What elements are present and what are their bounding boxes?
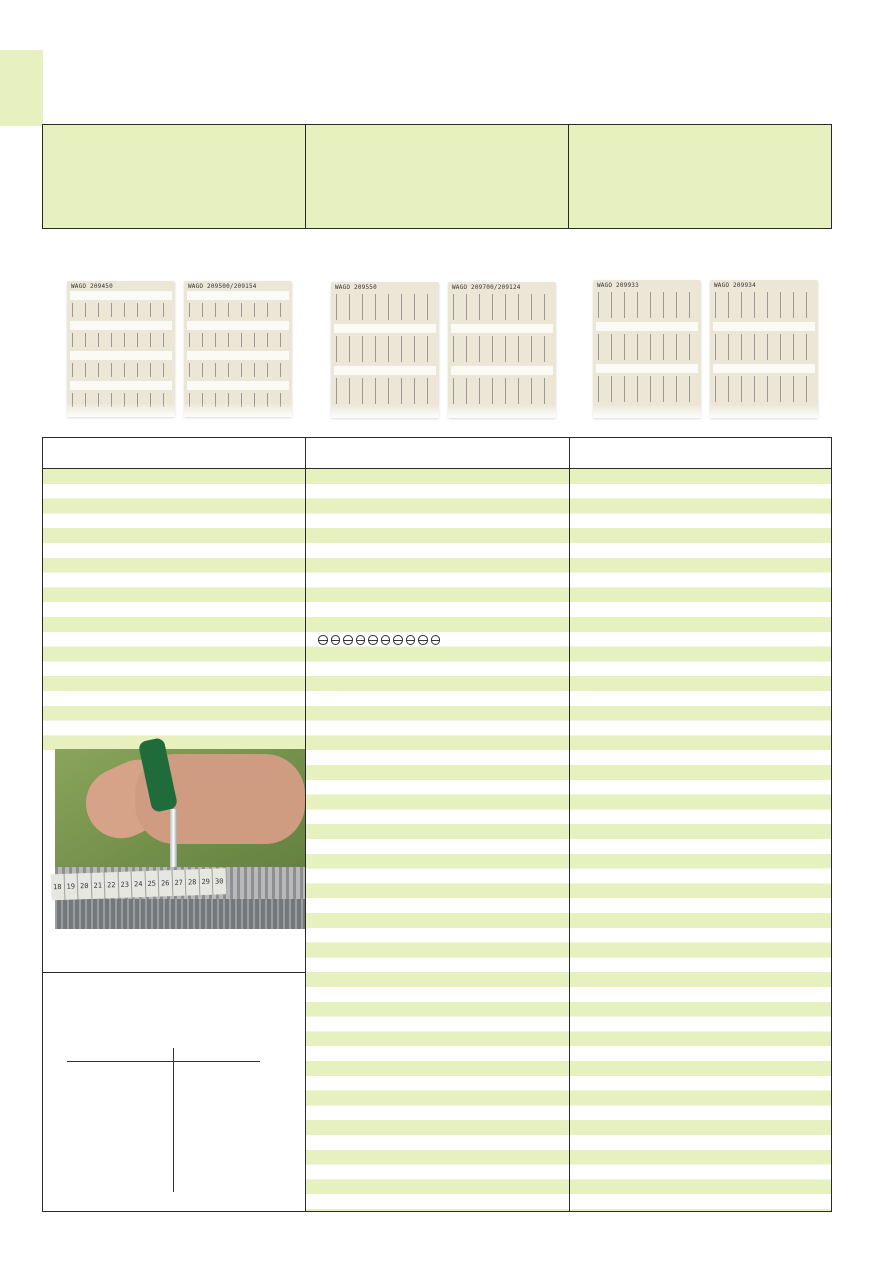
marker-strip: 18 19 20 21 22 23 24 25 26 27 28 29 30 (51, 868, 242, 901)
terminal-base (55, 899, 305, 929)
card-title: WAGO 209500/209154 (188, 283, 257, 290)
card-title: WAGO 209700/209124 (452, 284, 521, 291)
crossed-circle-icon (381, 635, 391, 645)
crossed-circle-icon (406, 635, 416, 645)
col3-stripes (570, 469, 831, 1211)
crossed-circle-icon (343, 635, 353, 645)
col2-stripes (306, 469, 569, 1211)
header-table (42, 124, 832, 229)
product-photo (52, 749, 305, 929)
crossed-circle-icon (368, 635, 378, 645)
column-divider-1 (305, 438, 306, 1211)
marker-card-1 (67, 281, 175, 417)
bottom-left-divider (43, 972, 305, 973)
card-title: WAGO 209934 (714, 282, 756, 289)
dimension-diagram (67, 1046, 260, 1194)
card-title: WAGO 209450 (71, 283, 113, 290)
crossed-circle-icon (318, 635, 328, 645)
crossed-circle-icon (331, 635, 341, 645)
marker-card-4 (448, 282, 556, 418)
crossed-circle-icon (393, 635, 403, 645)
crossed-circle-icon (418, 635, 428, 645)
crossed-circle-icon (431, 635, 441, 645)
marker-card-5 (593, 280, 701, 418)
marker-card-3 (331, 282, 439, 418)
header-cell-1 (43, 125, 306, 228)
header-cell-2 (306, 125, 569, 228)
col1-stripes (43, 469, 305, 751)
card-title: WAGO 209550 (335, 284, 377, 291)
header-cell-3 (569, 125, 831, 228)
diagram-horizontal-line (67, 1061, 260, 1062)
crossed-circle-symbols (318, 635, 460, 645)
section-tab (0, 50, 43, 126)
marker-card-2 (184, 281, 292, 417)
crossed-circle-icon (356, 635, 366, 645)
marker-card-6 (710, 280, 818, 418)
column-divider-2 (569, 438, 570, 1211)
diagram-vertical-line (173, 1048, 174, 1192)
card-title: WAGO 209933 (597, 282, 639, 289)
